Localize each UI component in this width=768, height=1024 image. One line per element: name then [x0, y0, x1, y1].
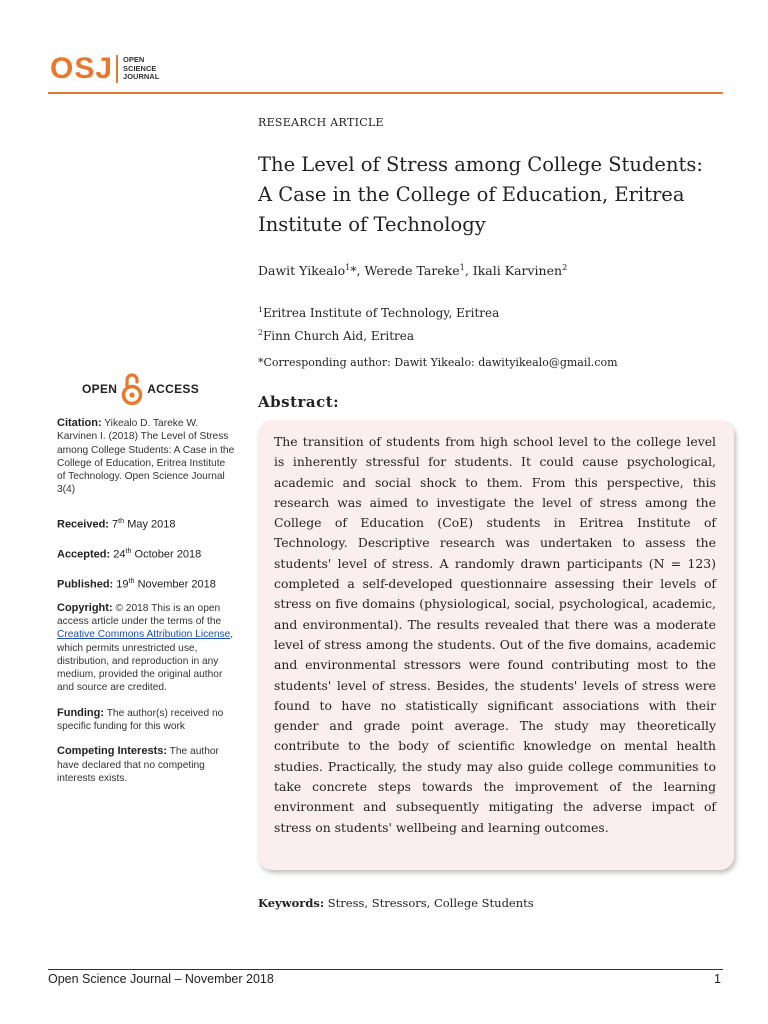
accepted-suffix: th	[125, 546, 132, 555]
open-access-lock-icon	[121, 372, 143, 406]
accepted-day: 24	[113, 548, 126, 561]
footer-journal-date: Open Science Journal – November 2018	[48, 972, 274, 986]
author-affil-sup: 2	[562, 262, 568, 272]
keywords	[258, 896, 534, 910]
citation-label: Citation:	[57, 417, 102, 429]
abstract-box	[258, 420, 734, 870]
logo-words	[123, 56, 159, 82]
competing-label: Competing Interests:	[57, 745, 168, 758]
journal-header	[48, 48, 723, 96]
copyright	[57, 602, 235, 695]
title-line: The Level of Stress among College Students:	[258, 153, 703, 176]
affil-sup: 1	[258, 305, 263, 314]
competing-interests	[57, 745, 235, 785]
logo-word: OPEN	[123, 55, 145, 65]
footer-rule	[48, 969, 723, 970]
logo-divider	[116, 55, 118, 83]
competing-text: The author have declared that no competing interests exists.	[57, 746, 219, 784]
author-list: Dawit Yikealo$^1$*, Werede Tareke$^1$, Ikali Karvinen$^2$	[258, 262, 568, 279]
author-name: Dawit Yikealo	[258, 263, 346, 279]
open-access-badge	[82, 372, 199, 406]
corresponding-mark: *	[350, 263, 357, 279]
article-type: RESEARCH ARTICLE	[258, 116, 384, 129]
abstract-text: The transition of students from high school level to the college level is inherently stressful for students. It could cause psychological, academic and social shock to them. From this perspective, this research was aimed to investigate the level of stress among the College of Education (CoE) students in Eritrea Institute of Technology. Descriptive research was undertaken to assess the students' level of stress. A randomly drawn participants (N = 123) completed a self-developed questionnaire assessing their levels of stress on five domains (physiological, social, psychological, academic, and environmental). The results revealed that there was a moderate level of stress among the students. Out of the five domains, academic and environmental stressors were found contributing most to the students' level of stress. Besides, the students' levels of stress were found to have no statistically significant associations with their gender and grade point average. The study may theoretically contribute to the body of scientific knowledge on mental health studies. Practically, the study may also guide college communities to take concrete steps towards the improvement of the learning environment and subsequently mitigating the adverse impact of stress on students' wellbeing and learning outcomes.	[274, 434, 716, 835]
article-title	[258, 150, 728, 240]
title-line: A Case in the College of Education, Eritrea	[258, 183, 685, 206]
received-label: Received:	[57, 518, 109, 531]
copyright-text: © 2018 This is an open access article under the terms of the	[57, 602, 222, 627]
journal-logo[interactable]	[50, 52, 159, 86]
funding-text: The author(s) received no specific funding for this work	[57, 707, 224, 733]
published-suffix: th	[128, 576, 135, 585]
author-affil-sup: 1	[459, 262, 465, 272]
header-rule	[48, 92, 723, 94]
published-date	[57, 575, 235, 592]
article-metadata-sidebar	[57, 417, 235, 785]
received-rest: May 2018	[127, 518, 176, 531]
accepted-date	[57, 545, 235, 562]
keywords-label: Keywords:	[258, 896, 325, 910]
affiliation	[258, 323, 499, 346]
received-date	[57, 515, 235, 532]
abstract-heading: Abstract:	[258, 393, 340, 411]
affiliation	[258, 300, 499, 323]
logo-mark: OSJ	[50, 52, 114, 85]
funding	[57, 707, 235, 734]
logo-word: SCIENCE	[123, 63, 157, 73]
title-line: Institute of Technology	[258, 213, 486, 236]
corresponding-author: *Corresponding author: Dawit Yikealo: dawityikealo@gmail.com	[258, 356, 618, 369]
affiliations	[258, 300, 499, 346]
author-affil-sup: 1	[345, 262, 351, 272]
funding-label: Funding:	[57, 706, 105, 719]
page-number: 1	[714, 972, 721, 986]
author-name: Werede Tareke	[364, 263, 460, 279]
copyright-text-after: , which permits unrestricted use, distribution, and reproduction in any medium, provided the original author and source are credited.	[57, 629, 234, 694]
published-rest: November 2018	[137, 578, 216, 591]
accepted-rest: October 2018	[134, 548, 202, 561]
affil-text: Finn Church Aid, Eritrea	[262, 329, 415, 343]
open-access-left: OPEN	[82, 382, 118, 396]
accepted-label: Accepted:	[57, 548, 111, 561]
license-link[interactable]: Creative Commons Attribution License	[57, 629, 231, 641]
citation-text: Yikealo D. Tareke W. Karvinen I. (2018) The Level of Stress among College Students: A Case in the College of Education, Eritrea Institute of Technology. Open Science Journal 3(4)	[57, 418, 235, 496]
published-label: Published:	[57, 578, 114, 591]
affil-text: Eritrea Institute of Technology, Eritrea	[262, 306, 500, 320]
copyright-label: Copyright:	[57, 601, 113, 614]
received-suffix: th	[118, 516, 125, 525]
affil-sup: 2	[258, 328, 263, 337]
open-access-right: ACCESS	[147, 382, 200, 396]
citation	[57, 417, 235, 497]
published-day: 19	[116, 578, 129, 591]
received-day: 7	[112, 518, 119, 531]
author-name: Ikali Karvinen	[472, 263, 563, 279]
keywords-value: Stress, Stressors, College Students	[327, 896, 534, 910]
logo-word: JOURNAL	[123, 72, 160, 82]
